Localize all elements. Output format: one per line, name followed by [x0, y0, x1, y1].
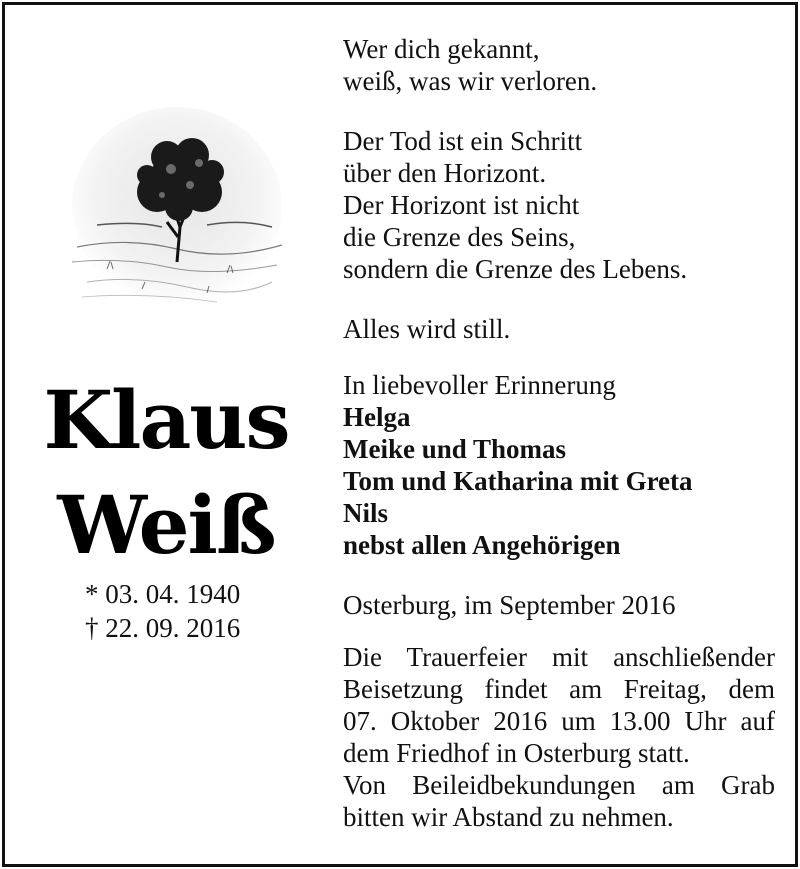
service-line: bitten wir Abstand zu nehmen. — [343, 802, 674, 832]
deceased-first-name: Klaus — [43, 373, 289, 467]
mourner-name: Meike und Thomas — [343, 434, 567, 464]
service-notice — [343, 641, 775, 833]
place-and-date: Osterburg, im September 2016 — [343, 590, 676, 620]
poem-verse-3: Alles wird still. — [343, 314, 511, 344]
tree-landscape-icon — [67, 97, 287, 312]
memory-intro: In liebevoller Erinnerung — [343, 370, 616, 400]
service-line: Beisetzung findet am Freitag, dem — [343, 674, 775, 704]
memory-block — [343, 369, 693, 561]
poem-verse-1 — [343, 33, 597, 97]
poem-line: die Grenze des Seins, — [343, 222, 576, 252]
poem-line: Der Tod ist ein Schritt — [343, 126, 583, 156]
life-dates — [85, 577, 240, 645]
poem-line: weiß, was wir verloren. — [343, 66, 598, 96]
mourner-name: nebst allen Angehörigen — [343, 530, 621, 560]
poem-verse-2 — [343, 125, 687, 285]
mourner-name: Nils — [343, 498, 389, 528]
service-line: 07. Oktober 2016 um 13.00 Uhr auf — [343, 706, 775, 736]
obituary-frame — [2, 2, 798, 867]
service-line: Die Trauerfeier mit anschließender — [343, 642, 775, 672]
poem-line: über den Horizont. — [343, 158, 547, 188]
poem-line: Der Horizont ist nicht — [343, 190, 580, 220]
deceased-last-name: Weiß — [57, 478, 275, 572]
poem-line: sondern die Grenze des Lebens. — [343, 254, 688, 284]
mourner-name: Helga — [343, 402, 411, 432]
service-line: dem Friedhof in Osterburg statt. — [343, 738, 690, 768]
mourner-name: Tom und Katharina mit Greta — [343, 466, 693, 496]
death-date: † 22. 09. 2016 — [85, 613, 241, 643]
poem-line: Wer dich gekannt, — [343, 34, 540, 64]
birth-date: * 03. 04. 1940 — [85, 579, 241, 609]
service-line: Von Beileidbekundungen am Grab — [343, 770, 775, 800]
